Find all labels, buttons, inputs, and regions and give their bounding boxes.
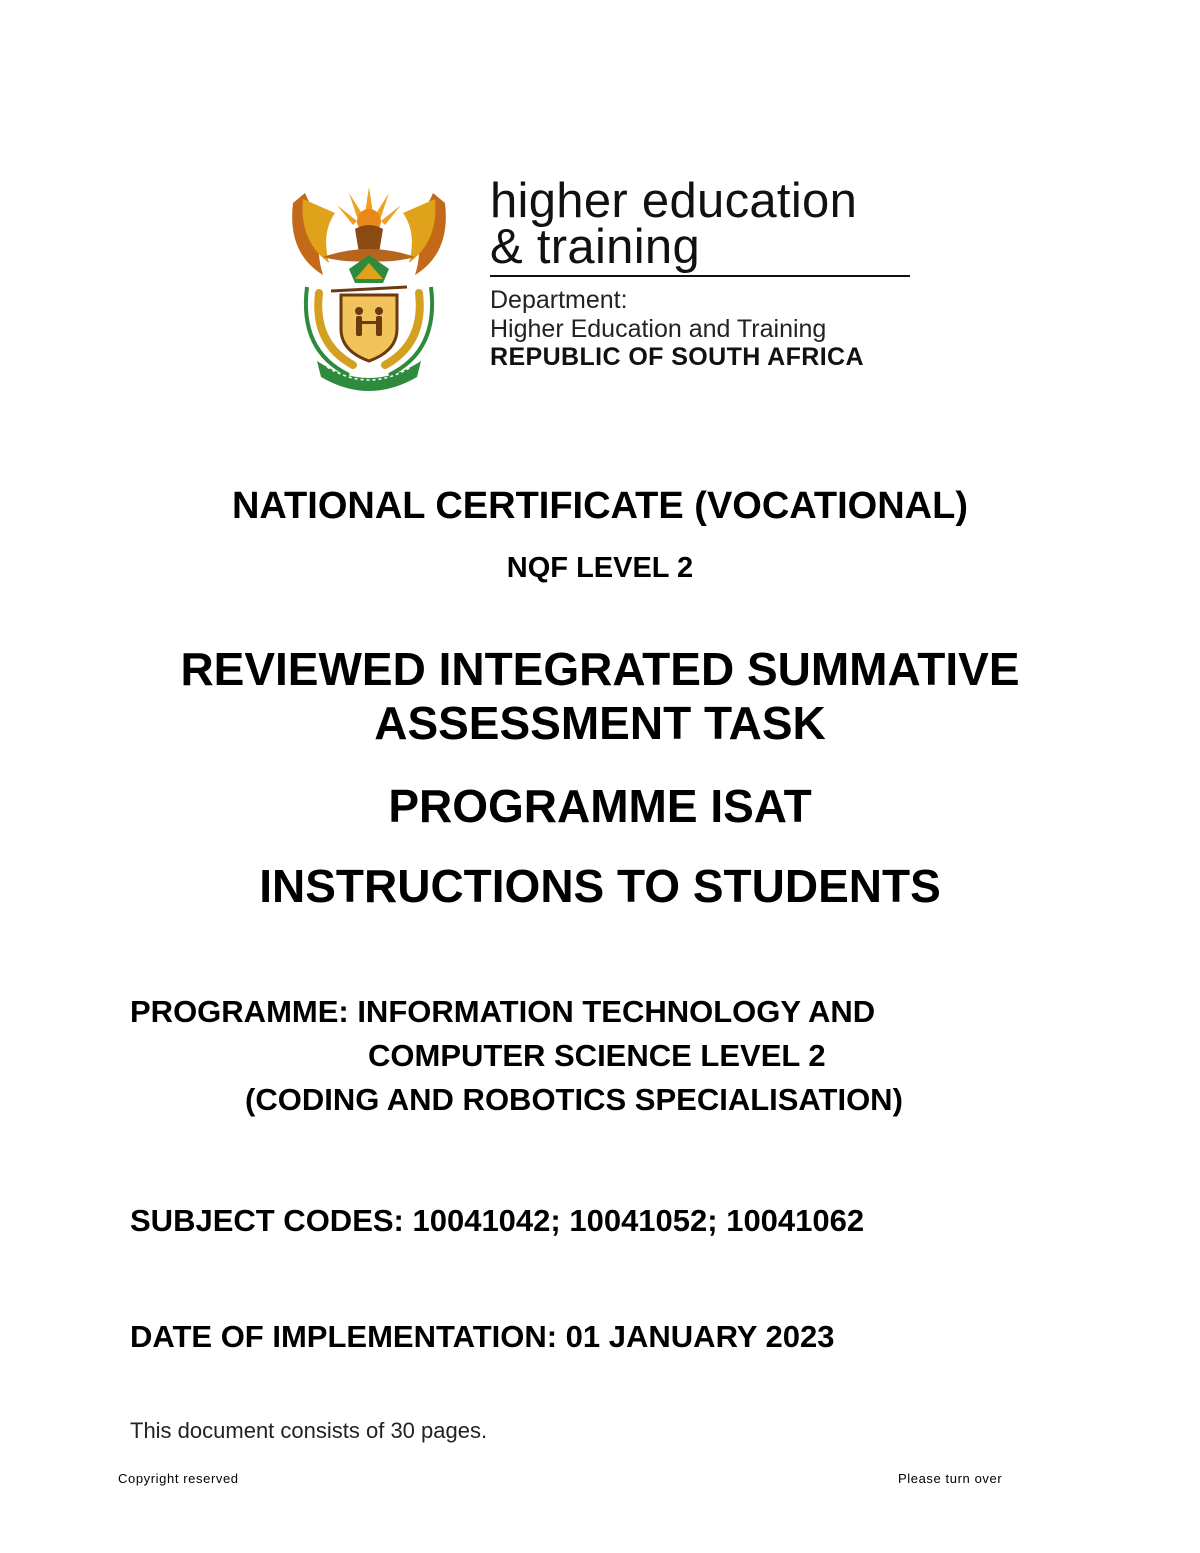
document-title-line-1: REVIEWED INTEGRATED SUMMATIVE <box>180 643 1020 695</box>
document-title-line-4: INSTRUCTIONS TO STUDENTS <box>259 860 941 912</box>
programme-line-2: COMPUTER SCIENCE LEVEL 2 <box>368 1038 826 1073</box>
subject-codes: SUBJECT CODES: 10041042; 10041052; 10041062 <box>130 1203 865 1238</box>
document-title-line-2: ASSESSMENT TASK <box>374 697 826 749</box>
certificate-title: NATIONAL CERTIFICATE (VOCATIONAL) <box>231 485 968 527</box>
brand-line-2: & training <box>490 220 701 274</box>
implementation-date: DATE OF IMPLEMENTATION: 01 JANUARY 2023 <box>130 1319 835 1354</box>
coat-of-arms-icon <box>283 183 455 391</box>
country-name: REPUBLIC OF SOUTH AFRICA <box>490 343 864 371</box>
brand-line-1: higher education <box>490 174 858 228</box>
programme-line-1: PROGRAMME: INFORMATION TECHNOLOGY AND <box>130 994 876 1029</box>
document-title-line-3: PROGRAMME ISAT <box>388 780 812 832</box>
page-count-note: This document consists of 30 pages. <box>130 1418 488 1443</box>
nqf-level: NQF LEVEL 2 <box>506 552 694 584</box>
department-name: Higher Education and Training <box>490 315 827 343</box>
footer-copyright: Copyright reserved <box>118 1471 239 1486</box>
footer-turn-over: Please turn over <box>898 1471 1003 1486</box>
department-label: Department: <box>490 286 628 314</box>
programme-line-3: (CODING AND ROBOTICS SPECIALISATION) <box>245 1082 903 1117</box>
brand-divider <box>490 275 910 277</box>
